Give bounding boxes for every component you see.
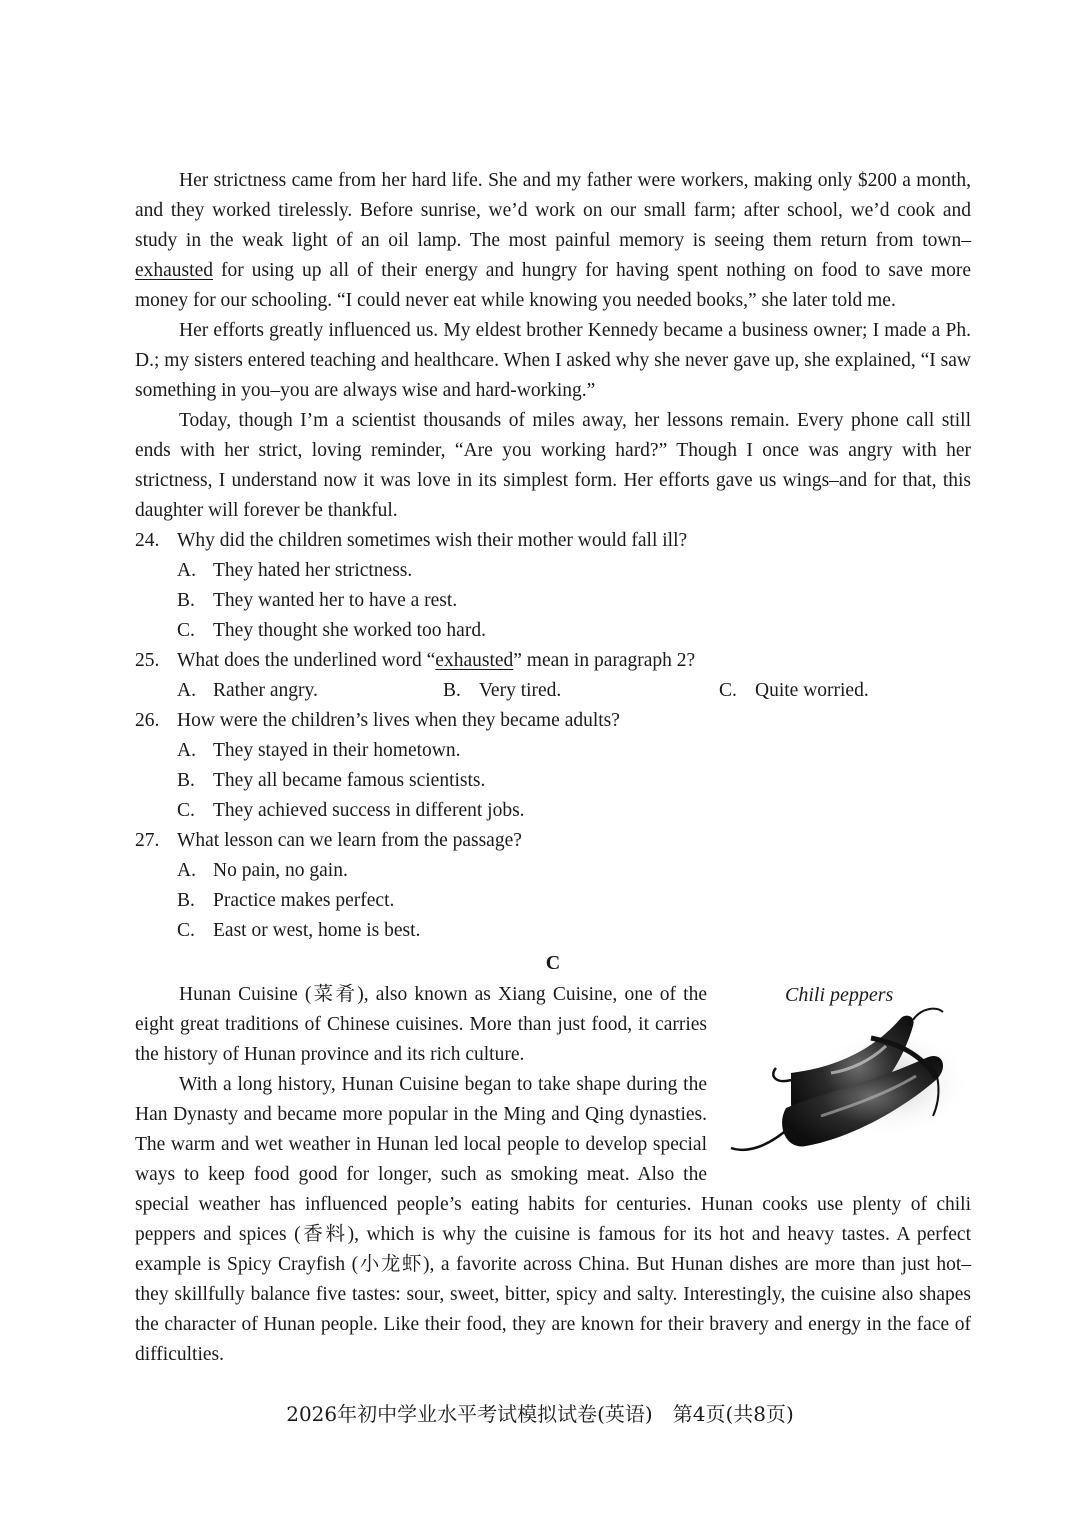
chili-peppers-image: [721, 998, 971, 1183]
option-text: Very tired.: [479, 680, 562, 701]
option-letter: C.: [177, 920, 195, 941]
question-number: 26.: [135, 710, 160, 731]
option-letter: B.: [177, 590, 195, 611]
option-25-b[interactable]: [443, 676, 719, 706]
option-24-c[interactable]: [135, 616, 971, 646]
page-footer: 2026年初中学业水平考试模拟试卷(英语) 第4页(共8页): [286, 1402, 794, 1426]
section-heading-c: C: [545, 952, 561, 974]
question-number: 24.: [135, 530, 160, 551]
option-text: Quite worried.: [755, 680, 869, 701]
option-26-c[interactable]: [135, 796, 971, 826]
option-letter: C.: [177, 620, 195, 641]
paragraph-text: Hunan Cuisine (菜肴), also known as Xiang Cuisine, one of the eight great traditions of Chinese cuisines. More than just food, it carries the history of Hunan province and its rich culture.: [135, 984, 707, 1065]
option-letter: A.: [177, 860, 196, 881]
option-letter: C.: [719, 680, 737, 701]
question-text-part: What does the underlined word “: [177, 650, 436, 671]
question-text: Why did the children sometimes wish their mother would fall ill?: [177, 530, 688, 551]
option-26-b[interactable]: [135, 766, 971, 796]
option-text: They thought she worked too hard.: [213, 620, 486, 641]
passage-b-paragraph-4: Today, though I’m a scientist thousands of miles away, her lessons remain. Every phone call still ends with her strict, loving reminder, “Are you working hard?” Though I once was angry with her strictness, I understand now it was love in its simplest form. Her efforts gave us wings–and for that, this daughter will forever be thankful.: [135, 410, 971, 521]
question-text: How were the children’s lives when they became adults?: [177, 710, 620, 731]
paragraph-text: Her strictness came from her hard life. She and my father were workers, making only $200 a month, and they worked tirelessly. Before sunrise, we’d work on our small farm; after school, we’d cook and study in the weak light of an oil lamp. The most painful memory is seeing them return from town–: [135, 170, 971, 251]
passage-c-paragraph-1: [135, 980, 971, 1070]
option-text: They achieved success in different jobs.: [213, 800, 525, 821]
option-27-c[interactable]: [135, 916, 971, 946]
question-26: [135, 706, 971, 736]
option-text: They all became famous scientists.: [213, 770, 486, 791]
chili-peppers-figure: [721, 980, 971, 1185]
option-25-c[interactable]: [719, 676, 869, 706]
passage-b-paragraph-3: Her efforts greatly influenced us. My eldest brother Kennedy became a business owner; I made a Ph. D.; my sisters entered teaching and healthcare. When I asked why she never gave up, she explained, “I saw something in you–you are always wise and hard-working.”: [135, 320, 971, 401]
option-text: East or west, home is best.: [213, 920, 421, 941]
option-27-b[interactable]: [135, 886, 971, 916]
option-24-a[interactable]: [135, 556, 971, 586]
paragraph-text: for using up all of their energy and hungry for having spent nothing on food to save more money for our schooling. “I could never eat while knowing you needed books,” she later told me.: [135, 260, 971, 311]
passage-c-paragraph-2: With a long history, Hunan Cuisine began to take shape during the Han Dynasty and became more popular in the Ming and Qing dynasties. The warm and wet weather in Hunan led local people to develop special ways to keep food good for longer, such as smoking meat. Also the special weather has influenced people’s eating habits for centuries. Hunan cooks use plenty of chili peppers and spices (香料), which is why the cuisine is famous for its hot and heavy tastes. A perfect example is Spicy Crayfish (小龙虾), a favorite across China. But Hunan dishes are more than just hot–they skillfully balance five tastes: sour, sweet, bitter, spicy and salty. Interestingly, the cuisine also shapes the character of Hunan people. Like their food, they are known for their bravery and energy in the face of difficulties.: [135, 1074, 971, 1365]
option-text: They stayed in their hometown.: [213, 740, 461, 761]
page-content: [135, 166, 971, 1370]
option-text: Practice makes perfect.: [213, 890, 395, 911]
option-24-b[interactable]: [135, 586, 971, 616]
option-text: They hated her strictness.: [213, 560, 413, 581]
option-letter: A.: [177, 680, 196, 701]
question-25: [135, 646, 971, 676]
figure-caption: Chili peppers: [785, 984, 894, 1006]
option-letter: B.: [177, 770, 195, 791]
question-number: 27.: [135, 830, 160, 851]
option-letter: B.: [177, 890, 195, 911]
option-25-a[interactable]: [177, 676, 443, 706]
question-27: [135, 826, 971, 856]
option-letter: C.: [177, 800, 195, 821]
options-row-25: [135, 676, 971, 706]
option-26-a[interactable]: [135, 736, 971, 766]
underlined-word: exhausted: [435, 650, 514, 671]
option-text: Rather angry.: [213, 680, 318, 701]
underlined-word: exhausted: [135, 260, 213, 281]
option-letter: B.: [443, 680, 461, 701]
option-text: They wanted her to have a rest.: [213, 590, 458, 611]
option-letter: A.: [177, 740, 196, 761]
question-text-part: ” mean in paragraph 2?: [513, 650, 696, 671]
option-letter: A.: [177, 560, 196, 581]
option-text: No pain, no gain.: [213, 860, 348, 881]
question-24: [135, 526, 971, 556]
option-27-a[interactable]: [135, 856, 971, 886]
question-number: 25.: [135, 650, 160, 671]
question-text: [177, 650, 695, 671]
passage-b-paragraph-2: [135, 166, 971, 316]
question-text: What lesson can we learn from the passage?: [177, 830, 522, 851]
